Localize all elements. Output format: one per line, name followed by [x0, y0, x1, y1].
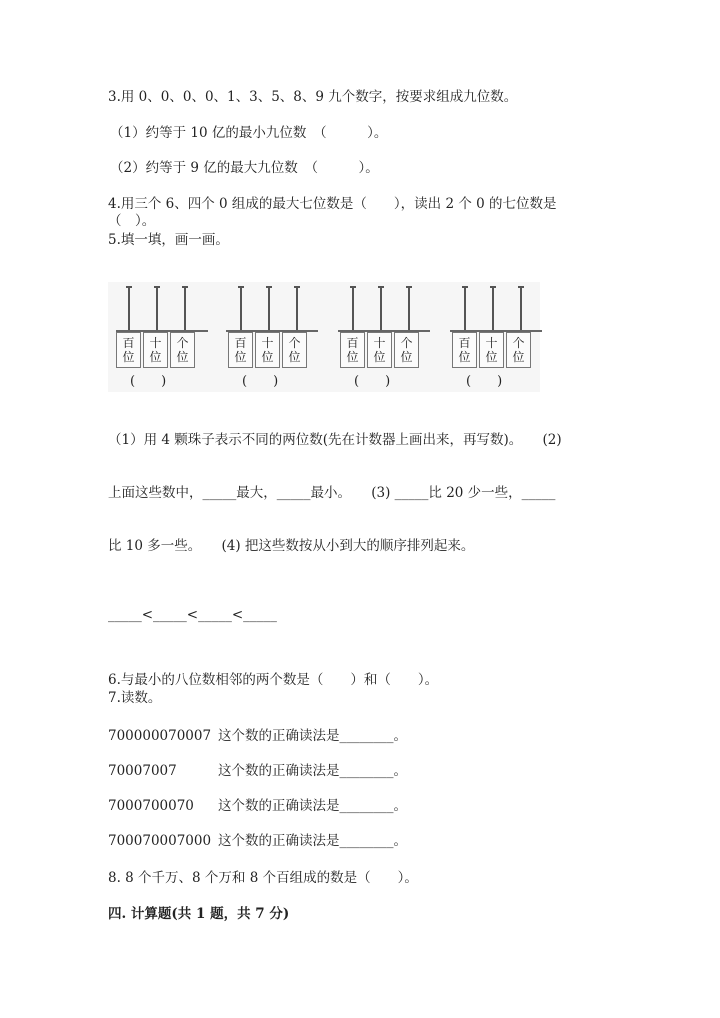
tens-cell: 十 位: [367, 332, 392, 368]
q3-title: 3.用 0、0、0、0、1、3、5、8、9 九个数字，按要求组成九位数。: [108, 89, 518, 105]
q7-number: 70007007: [108, 763, 177, 779]
q7-number: 700000070007: [108, 728, 212, 744]
q5-order-line[interactable]: _____<_____<_____<_____: [108, 607, 277, 623]
q7-title: 7.读数。: [108, 690, 162, 706]
abacus-2[interactable]: [226, 282, 322, 392]
q3-sub1: （1）约等于 10 亿的最小九位数 （ ）。: [110, 125, 388, 141]
hundreds-cell: 百 位: [116, 332, 141, 368]
q7-prompt[interactable]: 这个数的正确读法是________。: [218, 833, 407, 849]
q7-prompt[interactable]: 这个数的正确读法是________。: [218, 763, 407, 779]
ones-cell: 个 位: [170, 332, 195, 368]
q8-text: 8. 8 个千万、8 个万和 8 个百组成的数是（ ）。: [108, 870, 418, 886]
q5-para1: （1）用 4 颗珠子表示不同的两位数(先在计数器上画出来，再写数)。 (2): [108, 432, 562, 448]
q6-text: 6.与最小的八位数相邻的两个数是（ ）和（ ）。: [108, 672, 439, 688]
abacus-figure: [108, 282, 540, 392]
q7-prompt[interactable]: 这个数的正确读法是________。: [218, 798, 407, 814]
q5-para2: 上面这些数中，_____最大，_____最小。 (3) _____比 20 少一些，_____: [108, 485, 556, 501]
ones-cell: 个 位: [506, 332, 531, 368]
tens-cell: 十 位: [143, 332, 168, 368]
section-4-title: 四. 计算题(共 1 题，共 7 分): [108, 906, 290, 922]
hundreds-cell: 百 位: [340, 332, 365, 368]
q5-para3: 比 10 多一些。 (4) 把这些数按从小到大的顺序排列起来。: [108, 538, 475, 554]
q7-number: 7000700070: [108, 798, 194, 814]
q4-line1: 4.用三个 6、四个 0 组成的最大七位数是（ ），读出 2 个 0 的七位数是: [108, 196, 557, 212]
q5-title: 5.填一填，画一画。: [108, 232, 229, 248]
ones-cell: 个 位: [282, 332, 307, 368]
hundreds-cell: 百 位: [452, 332, 477, 368]
q7-prompt[interactable]: 这个数的正确读法是________。: [218, 728, 407, 744]
q3-sub2: （2）约等于 9 亿的最大九位数 （ ）。: [110, 160, 379, 176]
answer-blank[interactable]: ( ): [466, 374, 503, 389]
q4-line2: （ ）。: [108, 213, 156, 229]
answer-blank[interactable]: ( ): [130, 374, 167, 389]
tens-cell: 十 位: [479, 332, 504, 368]
abacus-4[interactable]: [450, 282, 546, 392]
answer-blank[interactable]: ( ): [354, 374, 391, 389]
hundreds-cell: 百 位: [228, 332, 253, 368]
abacus-1[interactable]: [116, 282, 212, 392]
abacus-3[interactable]: [338, 282, 434, 392]
q7-number: 700070007000: [108, 833, 212, 849]
answer-blank[interactable]: ( ): [242, 374, 279, 389]
tens-cell: 十 位: [255, 332, 280, 368]
ones-cell: 个 位: [394, 332, 419, 368]
